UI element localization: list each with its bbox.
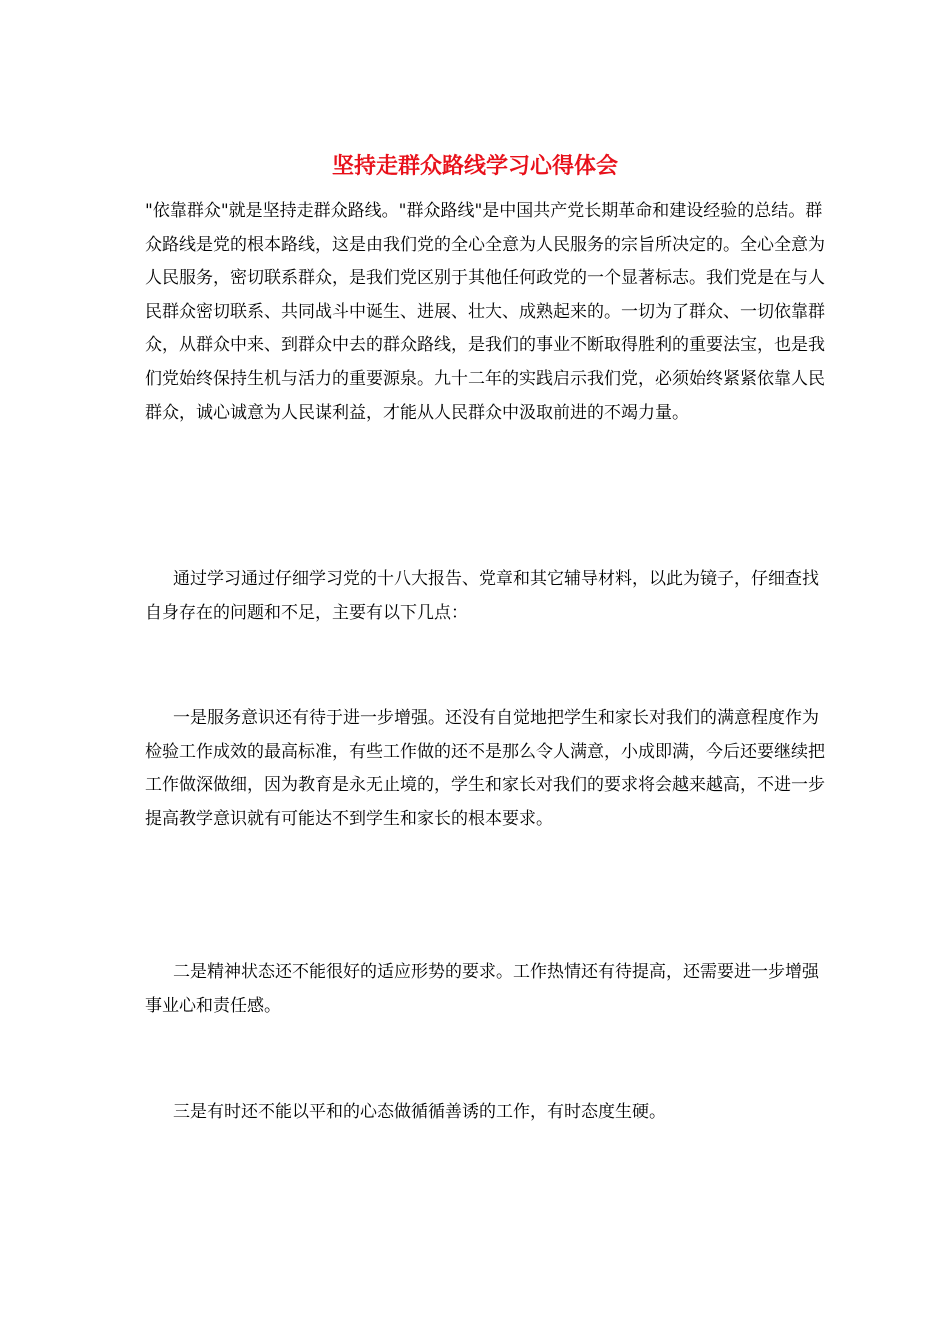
paragraph-point-two: 二是精神状态还不能很好的适应形势的要求。工作热情还有待提高，还需要进一步增强事业心和责任感。 [145, 962, 819, 1016]
document-title: 坚持走群众路线学习心得体会 [331, 153, 618, 179]
paragraph-intro: "依靠群众"就是坚持走群众路线。"群众路线"是中国共产党长期革命和建设经验的总结。群众路线是党的根本路线，这是由我们党的全心全意为人民服务的宗旨所决定的。全心全意为人民服务，密切联系群众，是我们党区别于其他任何政党的一个显著标志。我们党是在与人民群众密切联系、共同战斗中诞生、进展、壮大、成熟起来的。一切为了群众、一切依靠群众，从群众中来、到群众中去的群众路线，是我们的事业不断取得胜利的重要法宝，也是我们党始终保持生机与活力的重要源泉。九十二年的实践启示我们党，必须始终紧紧依靠人民群众，诚心诚意为人民谋利益，才能从人民群众中汲取前进的不竭力量。 [145, 201, 825, 423]
paragraph-point-three: 三是有时还不能以平和的心态做循循善诱的工作，有时态度生硬。 [173, 1102, 666, 1122]
paragraph-point-one: 一是服务意识还有待于进一步增强。还没有自觉地把学生和家长对我们的满意程度作为检验工作成效的最高标准，有些工作做的还不是那么令人满意，小成即满，今后还要继续把工作做深做细，因为教育是永无止境的，学生和家长对我们的要求将会越来越高，不进一步提高教学意识就有可能达不到学生和家长的根本要求。 [145, 708, 825, 829]
paragraph-study: 通过学习通过仔细学习党的十八大报告、党章和其它辅导材料，以此为镜子，仔细查找自身存在的问题和不足，主要有以下几点： [145, 569, 819, 623]
